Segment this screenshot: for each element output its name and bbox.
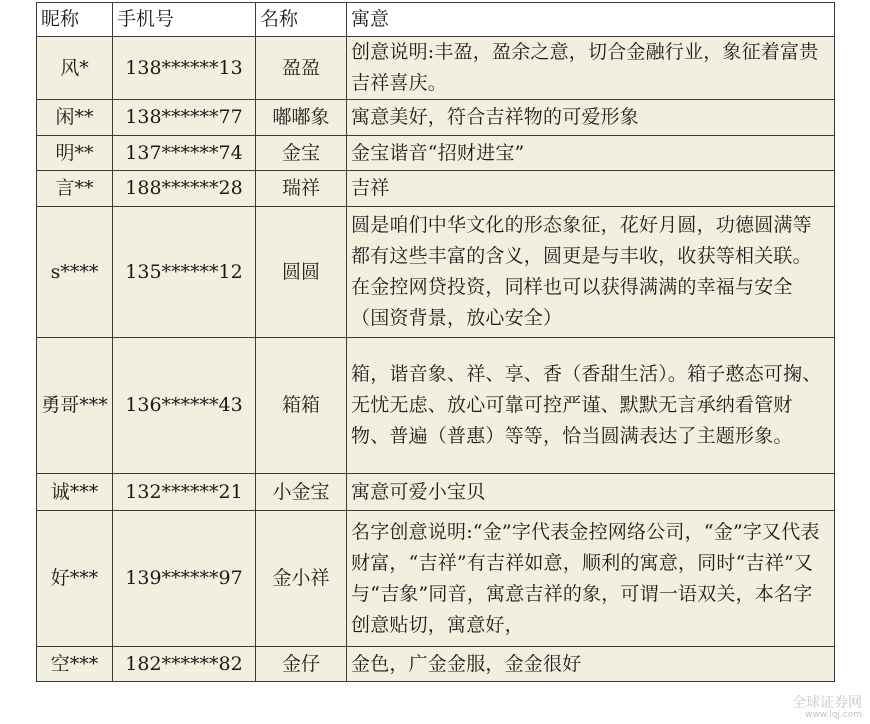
header-nickname: 昵称 xyxy=(37,3,113,37)
site-watermark xyxy=(792,696,862,720)
cell-nickname: 闲** xyxy=(37,100,113,136)
cell-meaning: 名字创意说明:“金”字代表金控网络公司，“金”字又代表财富，“吉祥”有吉祥如意，顺利的寓意，同时“吉祥”又与“吉象”同音，寓意吉祥的象，可谓一语双关，本名字创意贴切，寓意好， xyxy=(347,511,835,647)
cell-meaning: 吉祥 xyxy=(347,171,835,207)
cell-phone: 182******82 xyxy=(113,647,256,682)
cell-meaning: 金宝谐音“招财进宝” xyxy=(347,136,835,171)
cell-meaning: 寓意可爱小宝贝 xyxy=(347,474,835,511)
cell-meaning: 创意说明:丰盈，盈余之意，切合金融行业，象征着富贵吉祥喜庆。 xyxy=(347,37,835,100)
cell-nickname: 好*** xyxy=(37,511,113,647)
cell-name: 金小祥 xyxy=(256,511,347,647)
cell-name: 嘟嘟象 xyxy=(256,100,347,136)
cell-name: 盈盈 xyxy=(256,37,347,100)
table-row xyxy=(37,207,835,338)
cell-nickname: 勇哥*** xyxy=(37,338,113,474)
cell-meaning: 圆是咱们中华文化的形态象征，花好月圆，功德圆满等都有这些丰富的含义，圆更是与丰收，收获等相关联。在金控网贷投资，同样也可以获得满满的幸福与安全（国资背景，放心安全） xyxy=(347,207,835,338)
cell-phone: 136******43 xyxy=(113,338,256,474)
cell-phone: 138******77 xyxy=(113,100,256,136)
table-header-row xyxy=(37,3,835,37)
cell-phone: 132******21 xyxy=(113,474,256,511)
table-row xyxy=(37,338,835,474)
cell-nickname: 空*** xyxy=(37,647,113,682)
cell-name: 圆圆 xyxy=(256,207,347,338)
table-row xyxy=(37,647,835,682)
table-row xyxy=(37,136,835,171)
cell-nickname: 明** xyxy=(37,136,113,171)
cell-name: 瑞祥 xyxy=(256,171,347,207)
table-row xyxy=(37,100,835,136)
table-row xyxy=(37,171,835,207)
cell-name: 箱箱 xyxy=(256,338,347,474)
table-row xyxy=(37,511,835,647)
cell-name: 小金宝 xyxy=(256,474,347,511)
watermark-subtext: www.lqj.com xyxy=(805,710,862,720)
cell-phone: 139******97 xyxy=(113,511,256,647)
cell-name: 金仔 xyxy=(256,647,347,682)
cell-nickname: 诚*** xyxy=(37,474,113,511)
cell-meaning: 寓意美好，符合吉祥物的可爱形象 xyxy=(347,100,835,136)
header-phone: 手机号 xyxy=(113,3,256,37)
header-meaning: 寓意 xyxy=(347,3,835,37)
header-name: 名称 xyxy=(256,3,347,37)
cell-meaning: 金色，广金金服，金金很好 xyxy=(347,647,835,682)
cell-nickname: 风* xyxy=(37,37,113,100)
table-row xyxy=(37,37,835,100)
cell-nickname: s**** xyxy=(37,207,113,338)
names-table xyxy=(36,2,835,682)
cell-nickname: 言** xyxy=(37,171,113,207)
watermark-text: 全球证券网 xyxy=(792,695,862,711)
cell-phone: 138******13 xyxy=(113,37,256,100)
cell-phone: 188******28 xyxy=(113,171,256,207)
cell-phone: 137******74 xyxy=(113,136,256,171)
cell-phone: 135******12 xyxy=(113,207,256,338)
table-row xyxy=(37,474,835,511)
cell-name: 金宝 xyxy=(256,136,347,171)
cell-meaning: 箱，谐音象、祥、享、香（香甜生活）。箱子憨态可掬、无忧无虑、放心可靠可控严谨、默默无言承纳看管财物、普遍（普惠）等等，恰当圆满表达了主题形象。 xyxy=(347,338,835,474)
